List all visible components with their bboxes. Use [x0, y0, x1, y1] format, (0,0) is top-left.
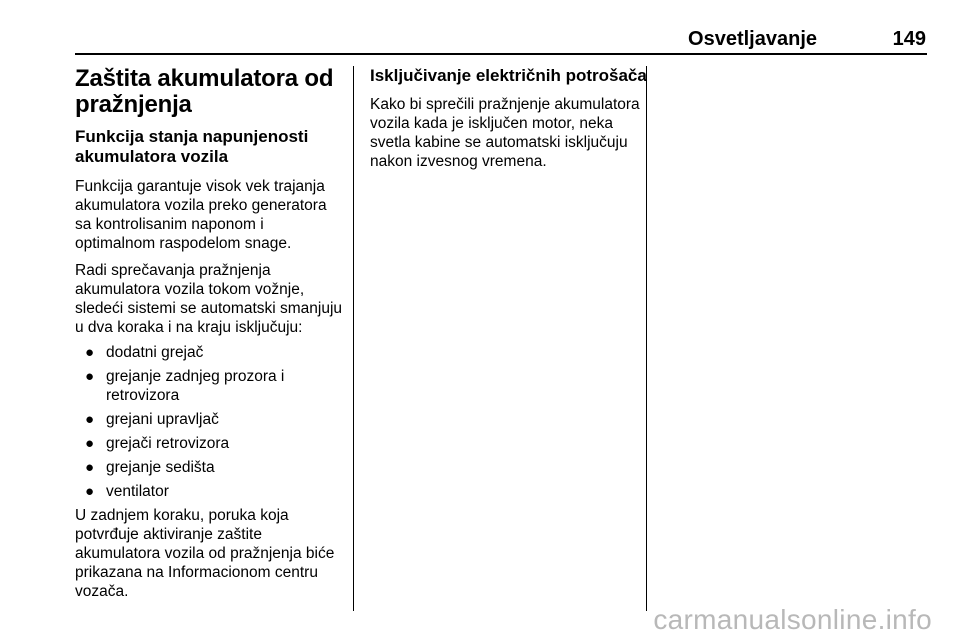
section-title: Osvetljavanje: [688, 28, 817, 50]
bullet-icon: ●: [85, 435, 95, 452]
left-column: [75, 66, 345, 601]
list-item: ● grejači retrovizora: [85, 435, 230, 452]
list-item: ● grejani upravljač: [85, 411, 219, 428]
bullet-icon: ●: [85, 411, 95, 428]
bullet-icon: ●: [85, 483, 95, 500]
list-item: ● grejanje zadnjeg prozora i retrovizora: [85, 368, 285, 404]
bullet-icon: ●: [85, 344, 95, 361]
paragraph-prevention: Radi sprečavanja pražnjenja akumulatora vozila tokom vožnje, sledeći sistemi se automatski smanjuju u dva koraka i na kraju isključuju:: [75, 262, 343, 336]
middle-column: [370, 66, 647, 171]
watermark-text: carmanualsonline.info: [653, 604, 932, 635]
list-item: ● grejanje sedišta: [85, 459, 215, 476]
bullet-list: [75, 343, 345, 501]
subsection-heading-consumers: Isključivanje električnih potrošača: [370, 66, 647, 85]
section-heading: Zaštita akumulatora od pražnjenja: [75, 65, 334, 118]
page-header: [75, 27, 927, 55]
paragraph-function: Funkcija garantuje visok vek trajanja akumulatora vozila preko generatora sa kontrolisanim naponom i optimalnom raspodelom snage.: [75, 178, 327, 252]
bullet-icon: ●: [85, 459, 95, 476]
page-number: 149: [892, 28, 926, 50]
column-divider-left: [353, 66, 354, 611]
bullet-icon: ●: [85, 368, 95, 385]
list-item: ● ventilator: [85, 483, 169, 500]
subsection-heading: Funkcija stanja napunjenosti akumulatora vozila: [75, 127, 309, 166]
paragraph-last-step: U zadnjem koraku, poruka koja potvrđuje aktiviranje zaštite akumulatora vozila od pražnjenja biće prikazana na Informacionom centru vozača.: [75, 507, 335, 600]
column-divider-right: [646, 66, 647, 611]
paragraph-consumers: Kako bi sprečili pražnjenje akumulatora vozila kada je isključen motor, neka svetla kabine se automatski isključuju nakon izvesnog vremena.: [370, 96, 640, 170]
list-item: ● dodatni grejač: [85, 344, 204, 361]
